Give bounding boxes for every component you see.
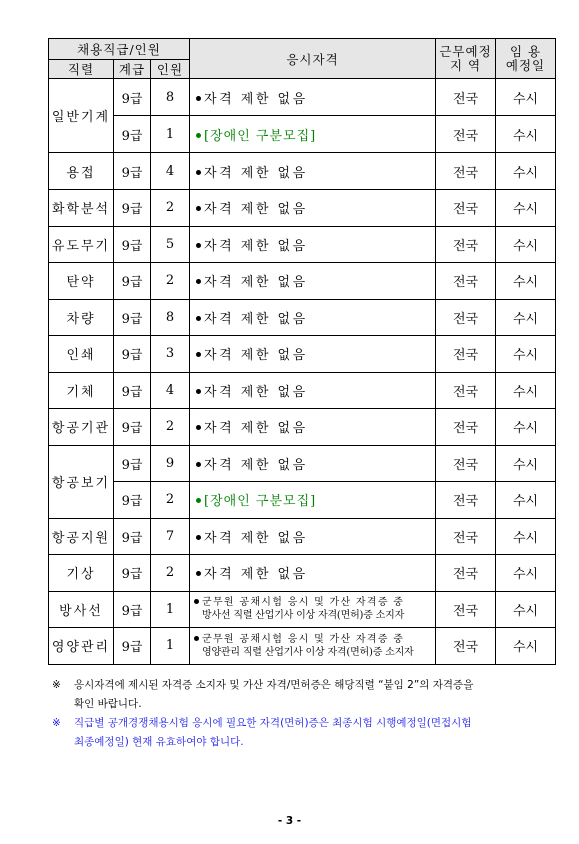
date-cell: 수시	[496, 116, 556, 153]
table-row	[49, 445, 556, 482]
location-cell: 전국	[436, 336, 496, 373]
qualification-cell	[190, 190, 436, 227]
qualification-text: 자격 제한 없음	[204, 421, 308, 437]
qualification-text: 자격 제한 없음	[204, 165, 308, 181]
job-cell: 항공보기	[49, 445, 114, 518]
qualification-text: 자격 제한 없음	[204, 91, 308, 107]
qualification-cell	[190, 226, 436, 263]
location-cell: 전국	[436, 263, 496, 300]
location-cell: 전국	[436, 518, 496, 555]
table-row	[49, 482, 556, 519]
qualification-cell	[190, 153, 436, 190]
date-cell: 수시	[496, 299, 556, 336]
grade-cell: 9급	[114, 409, 151, 446]
date-cell: 수시	[496, 555, 556, 592]
qualification-text: 자격 제한 없음	[204, 567, 308, 583]
qualification-text: 군무원 공채시험 응시 및 가산 자격증 중	[202, 597, 405, 609]
header-date	[496, 39, 556, 79]
table-row	[49, 518, 556, 555]
job-cell: 차량	[49, 299, 114, 336]
count-cell: 2	[151, 263, 190, 300]
reference-mark: ※	[52, 679, 61, 691]
qualification-cell	[190, 591, 436, 628]
job-cell: 일반기계	[49, 79, 114, 153]
grade-cell: 9급	[114, 190, 151, 227]
qualification-cell	[190, 263, 436, 300]
header-date-line2: 예정일	[505, 57, 546, 73]
table-row	[49, 79, 556, 116]
table-row	[49, 591, 556, 628]
bullet-icon	[196, 243, 201, 248]
note-line: 최종예정일) 현재 유효하여야 합니다.	[74, 736, 244, 748]
bullet-icon	[196, 316, 201, 321]
table-row	[49, 263, 556, 300]
grade-cell: 9급	[114, 445, 151, 482]
date-cell: 수시	[496, 336, 556, 373]
qualification-text: 자격 제한 없음	[204, 457, 308, 473]
qualification-cell	[190, 518, 436, 555]
header-job: 직렬	[49, 60, 114, 79]
table-row	[49, 190, 556, 227]
note-line: 직급별 공개경쟁채용시험 응시에 필요한 자격(면허)증은 최종시험 시행예정일(면접시험	[74, 717, 472, 729]
job-cell: 화학분석	[49, 190, 114, 227]
grade-cell: 9급	[114, 153, 151, 190]
header-qualification: 응시자격	[190, 39, 436, 79]
bullet-icon	[196, 462, 201, 467]
bullet-icon	[196, 571, 201, 576]
count-cell: 5	[151, 226, 190, 263]
bullet-icon	[196, 133, 201, 138]
qualification-cell	[190, 116, 436, 153]
date-cell: 수시	[496, 591, 556, 628]
qualification-cell	[190, 336, 436, 373]
qualification-cell	[190, 372, 436, 409]
qualification-text: 자격 제한 없음	[204, 311, 308, 327]
date-cell: 수시	[496, 79, 556, 116]
qualification-cell	[190, 628, 436, 665]
table-row	[49, 153, 556, 190]
qualification-cell	[190, 299, 436, 336]
date-cell: 수시	[496, 153, 556, 190]
qualification-line: 영양관리 직렬 산업기사 이상 자격(면허)증 소지자	[202, 646, 414, 658]
date-cell: 수시	[496, 263, 556, 300]
grade-cell: 9급	[114, 263, 151, 300]
count-cell: 4	[151, 153, 190, 190]
count-cell: 1	[151, 116, 190, 153]
note-certificate	[52, 676, 562, 714]
qualification-cell	[190, 482, 436, 519]
count-cell: 1	[151, 628, 190, 665]
date-cell: 수시	[496, 482, 556, 519]
disability-recruitment-text: [장애인 구분모집]	[204, 128, 317, 144]
reference-mark: ※	[52, 717, 61, 729]
location-cell: 전국	[436, 116, 496, 153]
qualification-text: 자격 제한 없음	[204, 238, 308, 254]
table-row	[49, 409, 556, 446]
date-cell: 수시	[496, 518, 556, 555]
note-validity	[52, 714, 562, 752]
grade-cell: 9급	[114, 482, 151, 519]
header-location-line1: 근무예정	[439, 43, 492, 59]
table-row	[49, 299, 556, 336]
table-row	[49, 226, 556, 263]
table-row	[49, 628, 556, 665]
grade-cell: 9급	[114, 591, 151, 628]
date-cell: 수시	[496, 409, 556, 446]
bullet-icon	[196, 96, 201, 101]
job-cell: 탄약	[49, 263, 114, 300]
grade-cell: 9급	[114, 116, 151, 153]
bullet-icon	[194, 599, 199, 604]
bullet-icon	[196, 279, 201, 284]
job-cell: 영양관리	[49, 628, 114, 665]
note-line: 확인 바랍니다.	[74, 698, 142, 710]
job-cell: 방사선	[49, 591, 114, 628]
job-cell: 용접	[49, 153, 114, 190]
grade-cell: 9급	[114, 555, 151, 592]
job-cell: 인쇄	[49, 336, 114, 373]
job-cell: 기체	[49, 372, 114, 409]
qualification-text: 군무원 공채시험 응시 및 가산 자격증 중	[202, 633, 405, 645]
date-cell: 수시	[496, 628, 556, 665]
grade-cell: 9급	[114, 226, 151, 263]
count-cell: 3	[151, 336, 190, 373]
count-cell: 2	[151, 555, 190, 592]
bullet-icon	[196, 206, 201, 211]
location-cell: 전국	[436, 555, 496, 592]
date-cell: 수시	[496, 190, 556, 227]
count-cell: 2	[151, 409, 190, 446]
grade-cell: 9급	[114, 518, 151, 555]
header-location	[436, 39, 496, 79]
qualification-cell	[190, 445, 436, 482]
qualification-line	[194, 633, 435, 646]
qualification-text: 자격 제한 없음	[204, 275, 308, 291]
bullet-icon	[196, 389, 201, 394]
job-cell: 유도무기	[49, 226, 114, 263]
header-group-title: 채용직급/인원	[49, 39, 190, 60]
header-grade: 계급	[114, 60, 151, 79]
table-row	[49, 336, 556, 373]
qualification-cell	[190, 409, 436, 446]
qualification-cell	[190, 79, 436, 116]
location-cell: 전국	[436, 153, 496, 190]
date-cell: 수시	[496, 226, 556, 263]
qualification-line: 방사선 직렬 산업기사 이상 자격(면허)증 소지자	[202, 610, 405, 622]
grade-cell: 9급	[114, 336, 151, 373]
qualification-text: 자격 제한 없음	[204, 348, 308, 364]
count-cell: 7	[151, 518, 190, 555]
count-cell: 2	[151, 482, 190, 519]
location-cell: 전국	[436, 445, 496, 482]
grade-cell: 9급	[114, 628, 151, 665]
bullet-icon	[196, 352, 201, 357]
location-cell: 전국	[436, 299, 496, 336]
header-count: 인원	[151, 60, 190, 79]
bullet-icon	[196, 170, 201, 175]
header-location-line2: 지 역	[449, 57, 482, 73]
location-cell: 전국	[436, 226, 496, 263]
disability-recruitment-text: [장애인 구분모집]	[204, 494, 317, 510]
note-line: 응시자격에 제시된 자격증 소지자 및 가산 자격/면허증은 해당직렬 “붙임 2”의 자격증을	[74, 679, 474, 691]
location-cell: 전국	[436, 591, 496, 628]
location-cell: 전국	[436, 190, 496, 227]
location-cell: 전국	[436, 372, 496, 409]
count-cell: 4	[151, 372, 190, 409]
bullet-icon	[196, 498, 201, 503]
table-row	[49, 372, 556, 409]
location-cell: 전국	[436, 409, 496, 446]
page-number: - 3 -	[277, 815, 302, 827]
location-cell: 전국	[436, 79, 496, 116]
count-cell: 2	[151, 190, 190, 227]
grade-cell: 9급	[114, 372, 151, 409]
location-cell: 전국	[436, 482, 496, 519]
count-cell: 1	[151, 591, 190, 628]
job-cell: 기상	[49, 555, 114, 592]
footnotes	[52, 676, 562, 752]
qualification-text: 자격 제한 없음	[204, 202, 308, 218]
job-cell: 항공지원	[49, 518, 114, 555]
bullet-icon	[196, 425, 201, 430]
count-cell: 8	[151, 79, 190, 116]
date-cell: 수시	[496, 445, 556, 482]
recruitment-table	[48, 38, 556, 665]
date-cell: 수시	[496, 372, 556, 409]
bullet-icon	[194, 636, 199, 641]
job-cell: 항공기관	[49, 409, 114, 446]
bullet-icon	[196, 535, 201, 540]
header-date-line1: 임 용	[509, 43, 542, 59]
grade-cell: 9급	[114, 79, 151, 116]
count-cell: 9	[151, 445, 190, 482]
location-cell: 전국	[436, 628, 496, 665]
qualification-text: 자격 제한 없음	[204, 384, 308, 400]
table-row	[49, 555, 556, 592]
table-row	[49, 116, 556, 153]
grade-cell: 9급	[114, 299, 151, 336]
qualification-line	[194, 596, 435, 609]
count-cell: 8	[151, 299, 190, 336]
qualification-cell	[190, 555, 436, 592]
qualification-text: 자격 제한 없음	[204, 530, 308, 546]
